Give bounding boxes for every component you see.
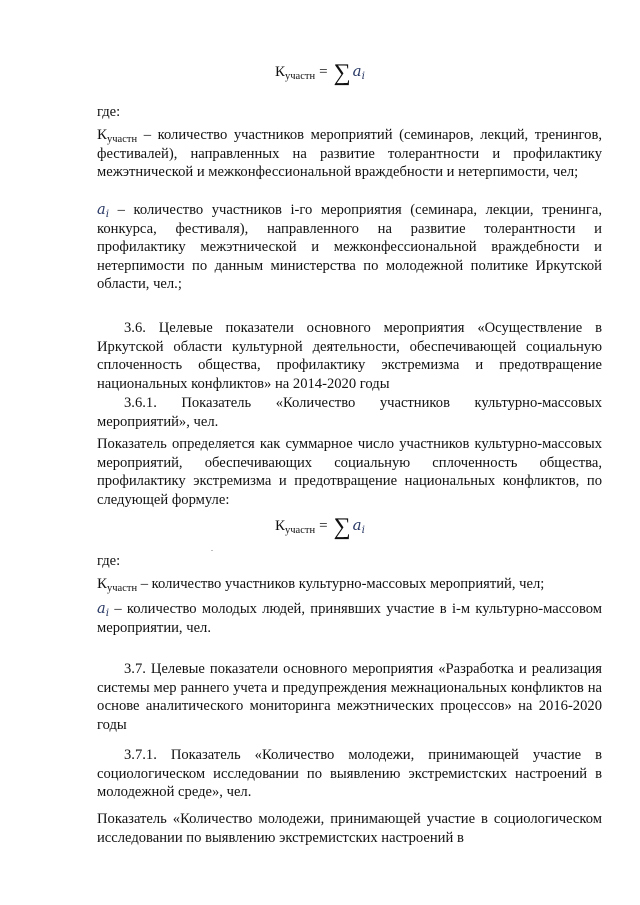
scan-speck xyxy=(211,550,213,551)
section-3-6-heading: 3.6. Целевые показатели основного мероприятия «Осуществление в Иркутской области культурной деятельности, обеспечивающей социальную сплоченность общества, профилактику экстремизма и предотвращение национальных конфликтов» на 2014-2020 годы xyxy=(97,320,602,392)
definition-symbol-subscript: i xyxy=(105,208,110,220)
definition-k-participants xyxy=(97,126,602,182)
formula-rhs: a xyxy=(352,516,362,534)
definition-k-participants-2 xyxy=(97,575,602,594)
definition-symbol: К xyxy=(97,127,108,143)
definition-symbol-subscript: i xyxy=(105,607,110,619)
section-3-6-1-paragraph: Показатель определяется как суммарное число участников культурно-массовых мероприятий, обеспечивающих социальную сплоченность общества, профилактику экстремизма и предотвращение национальных конфликтов, по следующей формуле: xyxy=(97,436,602,508)
sum-symbol: ∑ xyxy=(333,60,351,86)
section-3-7-1-paragraph: Показатель «Количество молодежи, принимающей участие в социологическом исследовании по выявлению экстремистских настроений в xyxy=(97,811,602,846)
section-3-6-1-heading: 3.6.1. Показатель «Количество участников культурно-массовых мероприятий», чел. xyxy=(97,395,602,430)
definition-symbol-subscript: участн xyxy=(107,583,138,594)
definition-text: – количество участников культурно-массовых мероприятий, чел; xyxy=(137,576,545,592)
definition-a-i-2 xyxy=(97,600,602,637)
formula-equals: = xyxy=(319,518,328,534)
section-3-7-1-heading: 3.7.1. Показатель «Количество молодежи, принимающей участие в социологическом исследовании по выявлению экстремистских настроений в молодежной среде», чел. xyxy=(97,747,602,801)
definition-text: – количество участников мероприятий (семинаров, лекций, тренингов, фестивалей), направленных на развитие толерантности и профилактику межэтнической и межконфессиональной враждебности и нетерпимости, чел; xyxy=(97,127,602,181)
definition-symbol: a xyxy=(97,600,106,617)
definition-text: – количество молодых людей, принявших участие в i-м культурно-массовом мероприятии, чел. xyxy=(97,601,602,636)
definition-a-i xyxy=(97,201,602,294)
formula-equals: = xyxy=(319,64,328,80)
formula-lhs-subscript: участн xyxy=(285,71,316,82)
formula-rhs: a xyxy=(352,62,362,80)
definition-symbol-subscript: участн xyxy=(107,134,138,145)
formula-lhs: К xyxy=(275,518,286,534)
where-label: где: xyxy=(97,104,121,120)
formula-rhs-subscript: i xyxy=(361,70,365,82)
formula-lhs: К xyxy=(275,64,286,80)
formula-rhs-subscript: i xyxy=(361,524,365,536)
formula-participants-total xyxy=(0,60,640,86)
definition-symbol: a xyxy=(97,201,106,218)
definition-symbol: К xyxy=(97,576,108,592)
definition-text: – количество участников i-го мероприятия (семинара, лекции, тренинга, конкурса, фестиваля), направленного на развитие толерантности и профилактику межэтнической и межконфессиональной враждебности и нетерпимости по данным министерства по молодежной политике Иркутской области, чел.; xyxy=(97,202,602,293)
formula-cultural-participants xyxy=(0,514,640,540)
where-label: где: xyxy=(97,553,121,569)
section-3-7-heading: 3.7. Целевые показатели основного мероприятия «Разработка и реализация системы мер раннего учета и предупреждения межнациональных конфликтов на основе аналитического мониторинга межэтнических процессов» на 2016-2020 годы xyxy=(97,661,602,733)
sum-symbol: ∑ xyxy=(333,514,351,540)
formula-lhs-subscript: участн xyxy=(285,525,316,536)
